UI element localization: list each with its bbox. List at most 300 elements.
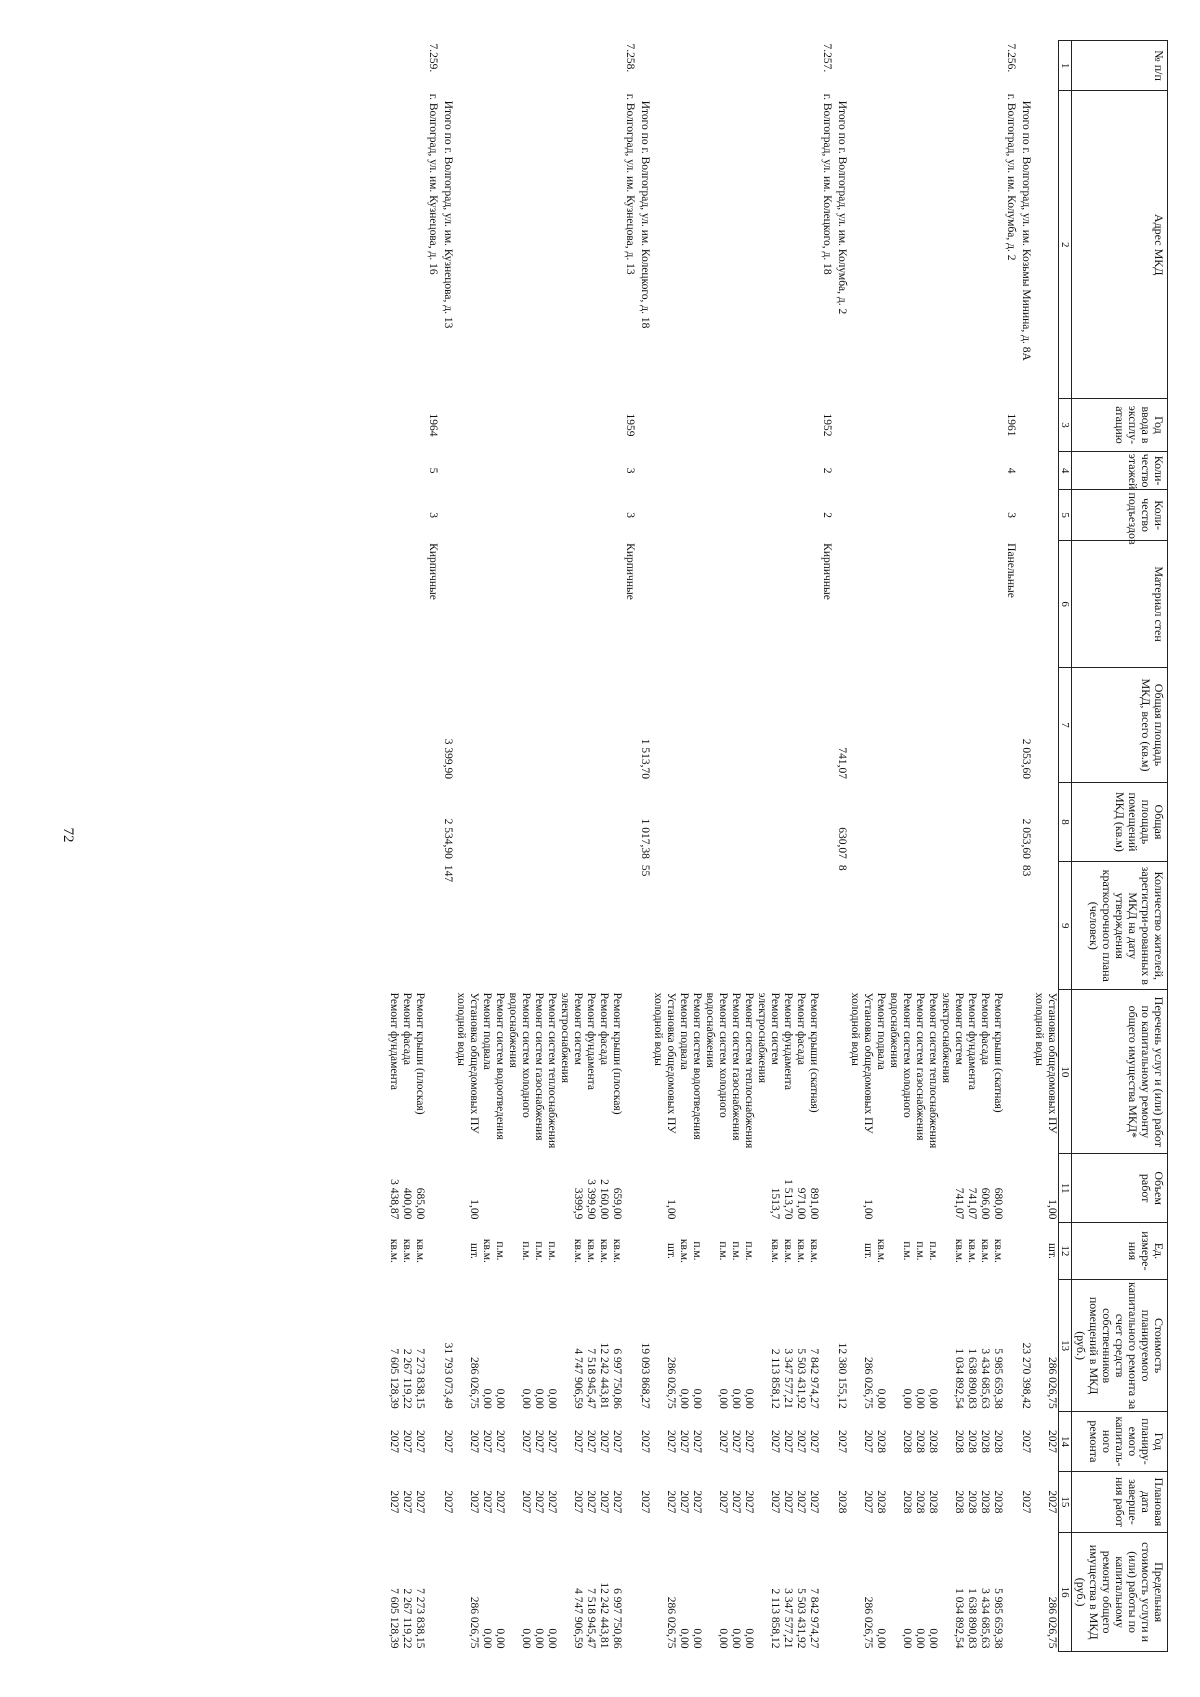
cell-work-type [638,990,651,1154]
cell-work-volume [480,1154,493,1222]
cell-year-built [703,399,729,451]
cell-residents [480,862,493,990]
page-number: 72 [60,827,76,843]
cell-unit: кв.м. [414,1238,426,1263]
cell-floors [874,451,887,490]
cell-work-volume [887,1154,913,1222]
cell-address [848,91,874,399]
work-row [939,41,965,1652]
cell-work-type: Ремонт систем теплоснабжения [743,992,755,1149]
cell-floors [781,451,794,490]
cell-floors [413,451,426,490]
cell-work-volume: 1 513,70 [782,1179,794,1220]
cell-repair-year: 2027 [533,1429,545,1453]
cell-cost: 0,00 [927,1388,939,1409]
cell-item-number [991,41,1004,91]
cell-item-number [848,41,874,91]
cell-max-cost: 0,00 [743,1628,755,1649]
column-number: 6 [1059,540,1072,668]
cell-repair-year: 2027 [678,1429,690,1453]
work-row [558,41,584,1652]
cell-max-cost: 12 242 443,81 [598,1582,610,1649]
cell-work-volume [729,1154,742,1222]
work-row [677,41,690,1652]
cell-work-volume: 891,00 [808,1187,820,1220]
cell-wall-material [610,540,623,668]
cell-wall-material [835,540,848,668]
cell-work-type: Установка общедомовых ПУ холодной воды [455,992,480,1134]
cell-unit: кв.м. [875,1238,887,1263]
work-row [913,41,926,1652]
work-row [729,41,742,1652]
cell-item-number [874,41,887,91]
cell-work-volume [874,1154,887,1222]
work-row [991,41,1004,1652]
column-number: 7 [1059,668,1072,782]
cell-completion-date: 2028 [979,1490,991,1514]
cell-item-number [506,41,532,91]
cell-total-area [729,668,742,782]
cell-repair-year: 2027 [836,1429,848,1453]
cell-floors [807,451,820,490]
cell-completion-date [820,1471,835,1533]
work-row [742,41,755,1652]
cell-entrances [848,490,874,540]
cell-work-volume: 1,00 [665,1199,677,1220]
cell-item-number: 7.257. [821,43,833,73]
cell-floors: 3 [624,467,636,474]
cell-wall-material [807,540,820,668]
work-row [781,41,794,1652]
cell-max-cost: 3 434 685,63 [979,1588,991,1649]
cell-work-volume [703,1154,729,1222]
cell-address [991,91,1004,399]
cell-floors [480,451,493,490]
cell-entrances [887,490,913,540]
cell-total-area [532,668,545,782]
cell-max-cost: 5 985 659,38 [992,1588,1004,1649]
cell-premises-area [848,782,874,862]
cell-total-area [781,668,794,782]
work-row [703,41,729,1652]
cell-residents [742,862,755,990]
cell-entrances [939,490,965,540]
cell-wall-material [781,540,794,668]
column-number: 13 [1059,1279,1072,1411]
cell-completion-date: 2027 [598,1490,610,1514]
cell-premises-area [493,782,506,862]
cell-work-type: Установка общедомовых ПУ холодной воды [652,992,677,1134]
cell-entrances [874,490,887,540]
cell-total-area [493,668,506,782]
cell-address: Итого по г. Волгоград, ул. им. Колумба, д. 2 [836,100,848,315]
cell-floors [400,451,413,490]
work-row [493,41,506,1652]
cell-cost: 7 273 838,15 [414,1348,426,1409]
cell-year-built [651,399,677,451]
cell-residents [651,862,677,990]
cell-total-area [926,668,939,782]
cell-cost: 7 518 945,47 [585,1348,597,1409]
cell-max-cost [426,1533,441,1652]
cell-year-built [413,399,426,451]
cell-work-volume [690,1154,703,1222]
work-row [978,41,991,1652]
cell-address [454,91,480,399]
cell-residents [493,862,506,990]
cell-wall-material [597,540,610,668]
cell-floors [835,451,848,490]
cell-residents: 55 [639,864,651,877]
cell-floors [506,451,532,490]
house-row [426,41,441,1652]
cell-completion-date: 2028 [875,1490,887,1514]
cell-premises-area [887,782,913,862]
cell-year-built [690,399,703,451]
cell-item-number [480,41,493,91]
cell-premises-area [794,782,807,862]
cell-cost: 0,00 [914,1388,926,1409]
work-row [506,41,532,1652]
cell-completion-date: 2028 [836,1490,848,1514]
cell-wall-material [480,540,493,668]
cell-completion-date: 2027 [639,1490,651,1514]
column-number: 14 [1059,1412,1072,1471]
cell-max-cost: 286 026,75 [862,1596,874,1649]
cell-work-type: Ремонт крыши (скатная) [992,992,1004,1113]
cell-max-cost: 4 747 906,59 [572,1588,584,1649]
cell-floors: 4 [1005,467,1017,474]
cell-cost: 0,00 [494,1388,506,1409]
cell-max-cost [638,1533,651,1652]
cell-floors [848,451,874,490]
cell-floors [926,451,939,490]
cell-completion-date: 2027 [769,1490,781,1514]
cell-work-type: Ремонт подвала [481,992,493,1070]
column-header: Коли-чество подъездов [1072,490,1168,540]
table-header [1059,41,1168,1652]
cell-address [1032,91,1059,399]
cell-entrances [781,490,794,540]
cell-residents [558,862,584,990]
cell-wall-material [965,540,978,668]
cell-premises-area [610,782,623,862]
cell-work-volume [426,1154,441,1222]
cell-work-type: Ремонт систем электроснабжения [559,992,584,1084]
cell-cost: 4 747 906,59 [572,1348,584,1409]
cell-premises-area [913,782,926,862]
cell-year-built [677,399,690,451]
cell-max-cost: 1 034 892,54 [953,1588,965,1649]
cell-entrances [965,490,978,540]
cell-work-volume: 3399,9 [572,1187,584,1220]
cell-max-cost: 0,00 [533,1628,545,1649]
cell-repair-year: 2028 [992,1429,1004,1453]
cell-total-area [558,668,584,782]
cell-item-number [913,41,926,91]
cell-wall-material [677,540,690,668]
cell-unit: кв.м. [808,1238,820,1263]
cell-work-type: Ремонт систем холодного водоснабжения [704,992,729,1118]
cell-residents [454,862,480,990]
cell-max-cost: 286 026,75 [1046,1596,1058,1649]
cell-item-number [965,41,978,91]
cell-cost: 0,00 [546,1388,558,1409]
cell-floors [558,451,584,490]
cell-address [506,91,532,399]
cell-premises-area [807,782,820,862]
cell-premises-area [426,782,441,862]
header-titles-row [1072,41,1168,1652]
cell-total-area [820,668,835,782]
cell-item-number [441,41,454,91]
cell-entrances [400,490,413,540]
cell-address: г. Волгоград, ул. им. Кузнецова, д. 13 [624,93,636,275]
repair-plan-table [387,40,1168,1652]
cell-entrances [991,490,1004,540]
cell-cost: 12 380 155,12 [836,1342,848,1409]
cell-item-number: 7.258. [624,43,636,73]
cell-work-volume [506,1154,532,1222]
cell-repair-year: 2027 [782,1429,794,1453]
cell-work-volume: 680,00 [992,1187,1004,1220]
cell-unit: п.м. [730,1241,742,1261]
cell-cost [820,1279,835,1411]
cell-repair-year: 2027 [388,1429,400,1453]
cell-address [677,91,690,399]
cell-repair-year: 2027 [639,1429,651,1453]
cell-max-cost: 5 503 431,92 [795,1588,807,1649]
cell-year-built [913,399,926,451]
cell-year-built [742,399,755,451]
cell-total-area [742,668,755,782]
cell-wall-material [506,540,532,668]
work-row [597,41,610,1652]
cell-work-volume: 606,00 [979,1187,991,1220]
cell-year-built [887,399,913,451]
work-row [807,41,820,1652]
cell-wall-material [545,540,558,668]
cell-floors [690,451,703,490]
cell-work-volume [913,1154,926,1222]
cell-cost: 12 242 443,81 [598,1342,610,1409]
column-header: Стоимость планируемого капитального ремонта за счет средств собственников помещений в МКД (руб.) [1072,1279,1168,1411]
cell-item-number [532,41,545,91]
cell-floors [493,451,506,490]
column-header: Коли-чество этажей [1072,451,1168,490]
cell-total-area: 3 399,90 [442,738,454,780]
cell-item-number [926,41,939,91]
work-row [413,41,426,1652]
cell-completion-date: 2027 [808,1490,820,1514]
cell-item-number [1019,41,1032,91]
cell-unit: кв.м. [979,1238,991,1263]
cell-floors [978,451,991,490]
cell-premises-area [597,782,610,862]
cell-completion-date: 2027 [743,1490,755,1514]
cell-year-built [1019,399,1032,451]
cell-cost: 1 034 892,54 [953,1348,965,1409]
cell-residents [991,862,1004,990]
cell-entrances [558,490,584,540]
cell-work-volume: 685,00 [414,1187,426,1220]
cell-entrances [926,490,939,540]
cell-residents: 83 [1020,864,1032,877]
cell-completion-date: 2027 [691,1490,703,1514]
cell-premises-area [978,782,991,862]
cell-work-type [426,990,441,1154]
cell-work-type: Ремонт систем газоснабжения [533,992,545,1141]
cell-entrances [742,490,755,540]
cell-repair-year: 2027 [808,1429,820,1453]
cell-unit [820,1222,835,1279]
column-header: Предельная стоимость услуги и (или) работы по капитальному ремонту общего имущества в МКД (руб.) [1072,1533,1168,1652]
cell-completion-date: 2027 [533,1490,545,1514]
cell-year-built [848,399,874,451]
cell-residents [506,862,532,990]
column-number: 9 [1059,862,1072,990]
cell-completion-date: 2027 [795,1490,807,1514]
cell-entrances: 2 [821,512,833,518]
cell-unit: шт. [665,1242,677,1259]
cell-cost: 0,00 [730,1388,742,1409]
cell-unit: кв.м. [769,1238,781,1263]
cell-year-built [965,399,978,451]
cell-work-type: Ремонт систем электроснабжения [756,992,781,1084]
cell-repair-year [1004,1412,1019,1471]
work-row [794,41,807,1652]
cell-work-volume: 1,00 [468,1199,480,1220]
work-row [887,41,913,1652]
cell-entrances [1019,490,1032,540]
cell-work-type: Ремонт подвала [875,992,887,1070]
cell-residents [400,862,413,990]
cell-work-type [441,990,454,1154]
cell-completion-date: 2027 [1046,1490,1058,1514]
cell-work-volume: 1513,7 [769,1187,781,1220]
cell-work-type: Ремонт фасада [979,992,991,1065]
cell-year-built [1032,399,1059,451]
cell-max-cost: 0,00 [546,1628,558,1649]
cell-address [558,91,584,399]
cell-cost: 0,00 [481,1388,493,1409]
cell-entrances [532,490,545,540]
cell-item-number [807,41,820,91]
cell-residents [755,862,781,990]
total-row [441,41,454,1652]
cell-entrances [545,490,558,540]
cell-cost: 5 985 659,38 [992,1348,1004,1409]
cell-address [978,91,991,399]
cell-total-area [939,668,965,782]
column-number: 5 [1059,490,1072,540]
cell-premises-area [454,782,480,862]
cell-wall-material [926,540,939,668]
cell-cost: 7 605 128,39 [388,1348,400,1409]
cell-address: Итого по г. Волгоград, ул. им. Колецкого, д. 18 [639,100,651,329]
cell-repair-year [623,1412,638,1471]
cell-total-area [807,668,820,782]
cell-premises-area: 630,07 [836,827,848,859]
cell-cost: 286 026,75 [665,1357,677,1409]
cell-residents [978,862,991,990]
cell-wall-material [387,540,400,668]
cell-wall-material [913,540,926,668]
cell-wall-material [794,540,807,668]
cell-max-cost: 7 605 128,39 [388,1588,400,1649]
cell-repair-year: 2027 [665,1429,677,1453]
cell-total-area [1004,668,1019,782]
cell-work-type: Ремонт систем электроснабжения [940,992,965,1084]
cell-cost: 0,00 [901,1388,913,1409]
cell-wall-material [651,540,677,668]
cell-work-volume [545,1154,558,1222]
cell-unit: кв.м. [992,1238,1004,1263]
cell-address [690,91,703,399]
cell-unit: п.м. [717,1241,729,1261]
cell-total-area [387,668,400,782]
cell-premises-area [387,782,400,862]
cell-unit [441,1222,454,1279]
total-row [638,41,651,1652]
cell-unit: шт. [1046,1242,1058,1259]
cell-total-area [480,668,493,782]
work-row [1032,41,1059,1652]
cell-completion-date: 2028 [927,1490,939,1514]
cell-premises-area [1004,782,1019,862]
cell-year-built: 1964 [427,413,439,437]
cell-unit [1019,1222,1032,1279]
cell-total-area [978,668,991,782]
cell-year-built [794,399,807,451]
cell-year-built [387,399,400,451]
column-header: Год планиру-емого капиталь-ного ремонта [1072,1412,1168,1471]
cell-wall-material [742,540,755,668]
cell-year-built: 1959 [624,413,636,437]
cell-item-number [794,41,807,91]
cell-address [493,91,506,399]
cell-total-area: 741,07 [836,747,848,780]
column-header: Ед. измере-ния [1072,1222,1168,1279]
cell-year-built [493,399,506,451]
cell-max-cost: 0,00 [520,1628,532,1649]
house-row [820,41,835,1652]
cell-unit: кв.м. [795,1238,807,1263]
cell-premises-area [755,782,781,862]
cell-item-number [939,41,965,91]
cell-floors: 2 [821,467,833,474]
column-header: Год ввода в эксплу-атацию [1072,399,1168,451]
cell-address [965,91,978,399]
cell-wall-material [729,540,742,668]
cell-year-built [638,399,651,451]
cell-entrances [454,490,480,540]
cell-cost: 0,00 [875,1388,887,1409]
cell-residents [939,862,965,990]
cell-floors [965,451,978,490]
cell-max-cost: 0,00 [678,1628,690,1649]
cell-premises-area [729,782,742,862]
cell-item-number [690,41,703,91]
cell-work-type [623,990,638,1154]
cell-year-built [597,399,610,451]
cell-unit: шт. [468,1242,480,1259]
cell-cost: 3 347 577,21 [782,1348,794,1409]
cell-completion-date: 2027 [1020,1490,1032,1514]
cell-item-number [755,41,781,91]
cell-premises-area [532,782,545,862]
cell-repair-year: 2027 [743,1429,755,1453]
